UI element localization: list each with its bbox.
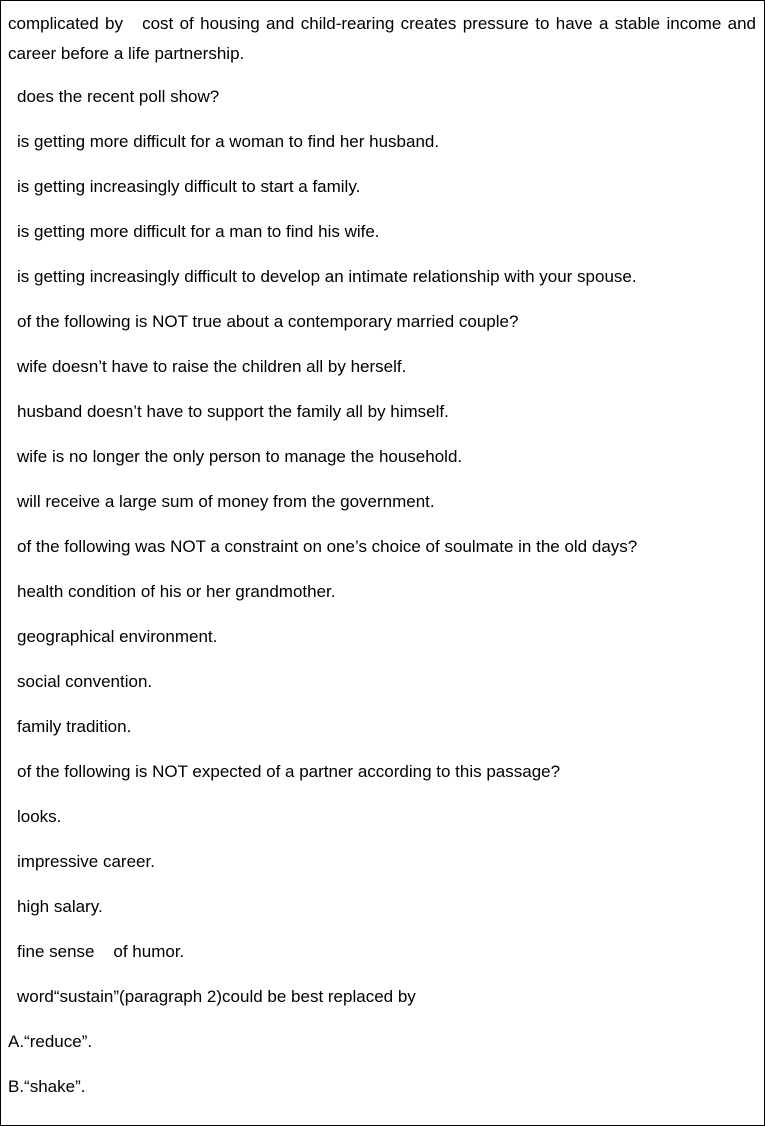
question-text: of the following is NOT true about a contemporary married couple?	[17, 312, 519, 331]
answer-option: wife doesn’t have to raise the children all by herself.	[17, 357, 407, 376]
question-text: word“sustain”(paragraph 2)could be best replaced by	[17, 987, 416, 1006]
answer-option: high salary.	[17, 897, 103, 916]
answer-option: is getting more difficult for a woman to find her husband.	[17, 132, 440, 151]
question-text: does the recent poll show?	[17, 87, 220, 106]
answer-option: impressive career.	[17, 852, 155, 871]
answer-option: fine sense of humor.	[17, 942, 185, 961]
answer-option: social convention.	[17, 672, 153, 691]
answer-option: wife is no longer the only person to manage the household.	[17, 447, 463, 466]
answer-option: is getting increasingly difficult to start a family.	[17, 177, 361, 196]
answer-option: is getting increasingly difficult to develop an intimate relationship with your spouse.	[17, 267, 637, 286]
answer-option: is getting more difficult for a man to find his wife.	[17, 222, 380, 241]
question-text: of the following was NOT a constraint on one’s choice of soulmate in the old days?	[17, 537, 638, 556]
answer-option: family tradition.	[17, 717, 132, 736]
answer-option: health condition of his or her grandmother.	[17, 582, 336, 601]
answer-option: husband doesn’t have to support the family all by himself.	[17, 402, 449, 421]
question-text: of the following is NOT expected of a partner according to this passage?	[17, 762, 561, 781]
passage-paragraph: complicated by cost of housing and child-rearing creates pressure to have a stable income and career before a life partnership.	[8, 14, 761, 63]
answer-option: geographical environment.	[17, 627, 218, 646]
answer-option: B.“shake”.	[8, 1077, 86, 1096]
answer-option: A.“reduce”.	[8, 1032, 93, 1051]
answer-option: looks.	[17, 807, 62, 826]
answer-option: will receive a large sum of money from the government.	[17, 492, 435, 511]
